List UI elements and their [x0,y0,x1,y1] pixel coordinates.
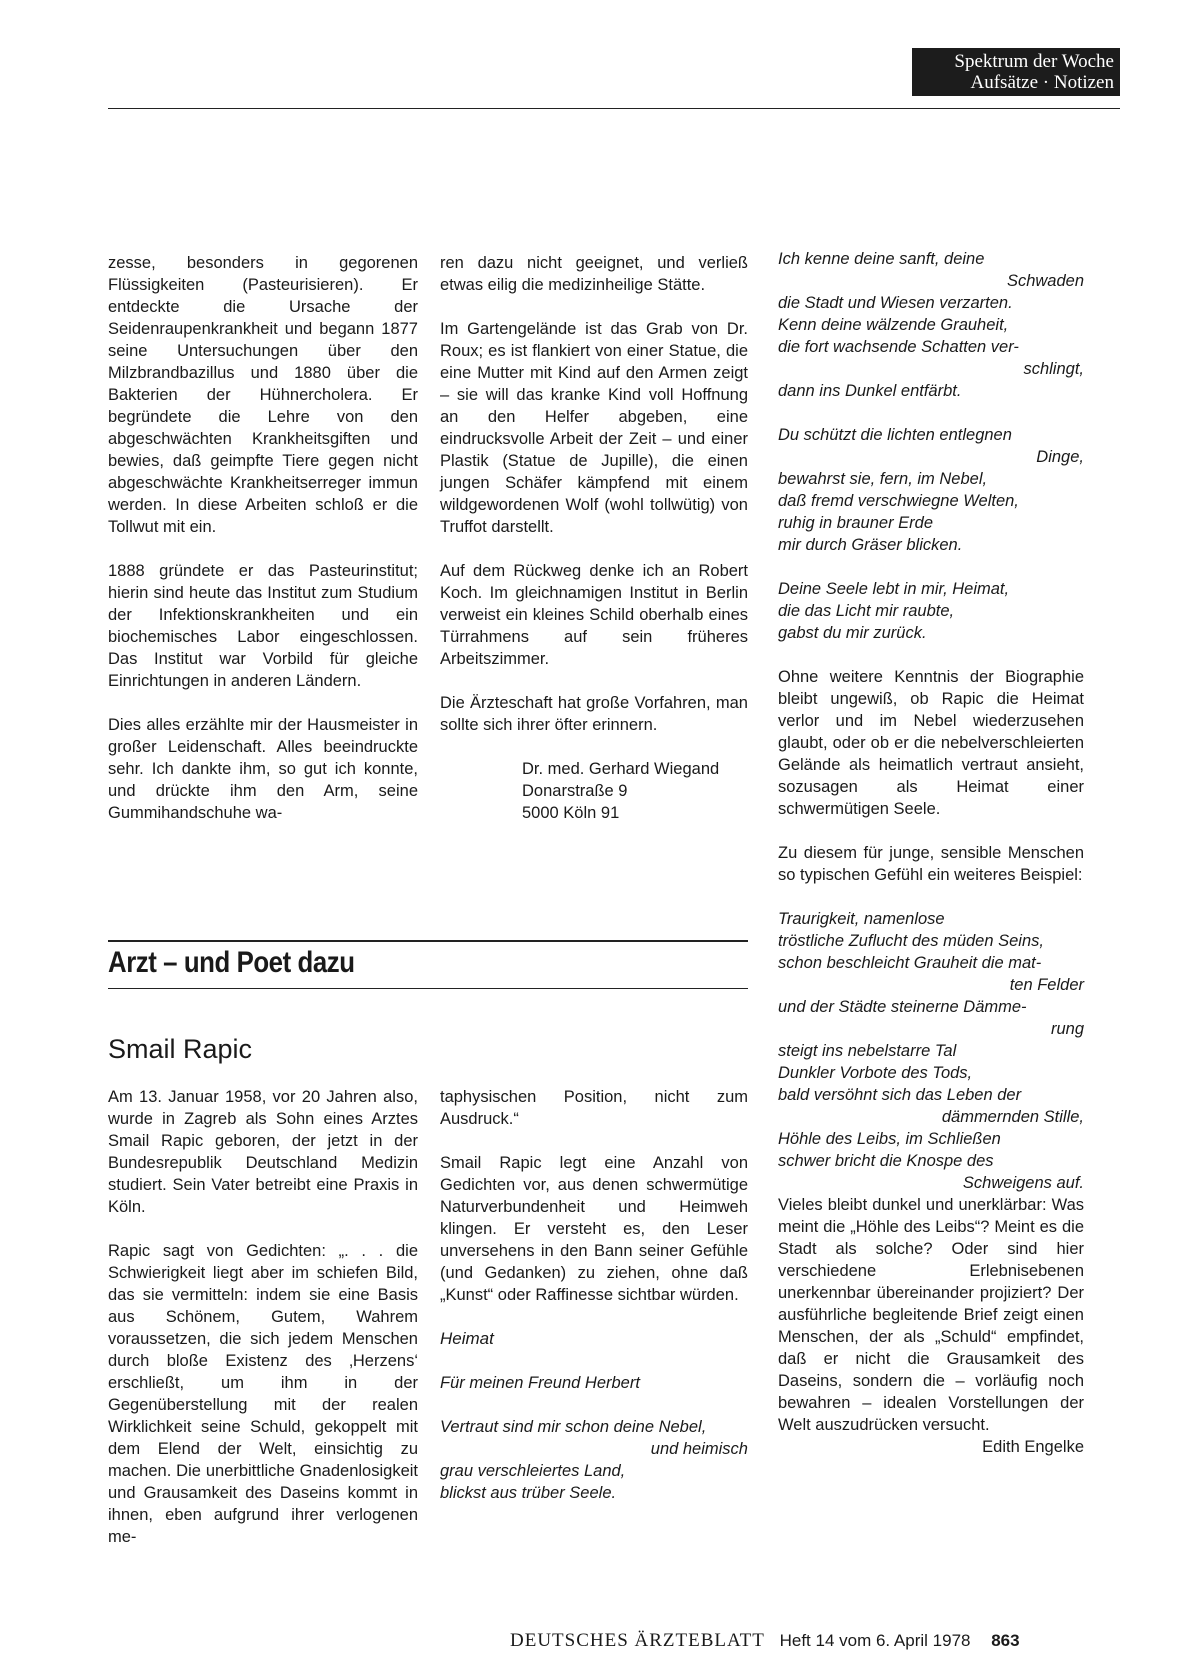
poem-heimat-start [440,1416,748,1504]
poem-line: Höhle des Leibs, im Schließen [778,1130,1001,1148]
paragraph: Ohne weitere Kenntnis der Biographie bleibt ungewiß, ob Rapic die Heimat verlor und im Nebel wiederzusehen glaubt, oder ob er die nebelverschleierten Gelände als heimatlich vertraut ansieht, sozusagen als Heimat einer schwermütigen Seele. [778,668,1084,818]
poem-line: schwer bricht die Knospe des [778,1152,994,1170]
paragraph: Im Gartengelände ist das Grab von Dr. Roux; es ist flankiert von einer Statue, die eine Mutter mit Kind auf den Armen zeigt – sie will das kranke Kind voll Hoffnung an den Helfer abgeben, eine eindrucksvolle Arbeit der Zeit – und einer Plastik (Statue de Jupille), die einen jungen Schäfer kämpfend mit einem wildgewordenen Wolf (wohl tollwütig) von Truffot darstellt. [440,320,748,536]
poem-line: und heimisch [650,1440,748,1458]
poem-line: die das Licht mir raubte, [778,602,955,620]
author-signature [440,758,748,824]
reviewer-signature: Edith Engelke [982,1438,1084,1456]
poem-line: steigt ins nebelstarre Tal [778,1042,957,1060]
signature-city: 5000 Köln 91 [522,804,620,822]
article-headline: Arzt – und Poet dazu [108,946,355,979]
issue-info: Heft 14 vom 6. April 1978 [779,1631,971,1650]
paragraph: Am 13. Januar 1958, vor 20 Jahren also, wurde in Zagreb als Sohn eines Arztes Smail Rapic geboren, der jetzt in der Bundesrepublik Deutschland Medizin studiert. Sein Vater betreibt eine Praxis in Köln. [108,1088,418,1216]
paragraph: zesse, besonders in gegorenen Flüssigkeiten (Pasteurisieren). Er entdeckte die Ursache der Seidenraupenkrankheit und begann 1877 seine Untersuchungen über den Milzbrandbazillus und 1880 über die Bakterien der Hühnercholera. Er begründete die Lehre von den abgeschwächten Krankheitsgiften und bewies, daß geimpfte Tiere gegen nicht abgeschwächte Krankheitserreger immun werden. In diese Arbeiten schloß er die Tollwut mit ein. [108,254,418,536]
article-author: Smail Rapic [108,1034,253,1064]
poem-heimat-continued [778,248,1084,644]
section-badge [912,48,1120,96]
poem-title: Heimat [440,1329,494,1348]
poem-line: Kenn deine wälzende Grauheit, [778,316,1009,334]
poem-line: dämmernden Stille, [941,1108,1084,1126]
article2-col1 [108,1086,418,1570]
paragraph: Dies alles erzählte mir der Hausmeister in großer Leidenschaft. Alles beeindruckte sehr. Ich dankte ihm, so gut ich konnte, und drückte ihm den Arm, seine Gummihandschuhe wa- [108,716,418,822]
paragraph: Rapic sagt von Gedichten: „. . . die Schwierigkeit liegt aber im schiefen Bild, das sie vermitteln: indem sie eine Basis aus Schönem, Gutem, Wahrem voraussetzen, die sich jedem Menschen durch bloße Existenz des ‚Herzens‘ erschließt, um ihm in der Gegenüberstellung mit der realen Wirklichkeit seine Schuld, gekoppelt mit dem Elend der Welt, einsichtig zu machen. Die unerbittliche Gnadenlosigkeit und Grausamkeit des Daseins kommt in ihnen, eben aufgrund ihrer verlogenen me- [108,1242,418,1546]
poem-line: Traurigkeit, namenlose [778,910,945,928]
article2-col2 [440,1086,748,1504]
poem-line: Dinge, [1036,448,1084,466]
poem-stanza [778,248,1084,402]
poem-line: rung [1050,1020,1084,1038]
article1-col1 [108,252,418,846]
poem-line: Deine Seele lebt in mir, Heimat, [778,580,1010,598]
paragraph: 1888 gründete er das Pasteurinstitut; hierin sind heute das Institut zum Studium der Infektionskrankheiten und ein biochemisches Labor eingeschlossen. Das Institut war Vorbild für gleiche Einrichtungen in anderen Ländern. [108,562,418,690]
poem-line: daß fremd verschwiegne Welten, [778,492,1019,510]
poem-line: grau verschleiertes Land, [440,1462,626,1480]
journal-masthead: DEUTSCHES ÄRZTEBLATT [510,1630,765,1651]
headline-top-rule [108,940,748,942]
poem-line: Schweigens auf. [962,1174,1084,1192]
paragraph: Vieles bleibt dunkel und unerklärbar: Was meint die „Höhle des Leibs“? Meint es die Stadt als solche? Oder sind hier verschiedene Erlebnisebenen unerkennbar übereinander projiziert? Der ausführliche begleitende Brief zeigt einen Menschen, der als „Schuld“ empfindet, daß er nicht die Grausamkeit des Daseins, sondern die – vorläufig noch bewahren – idealen Vorstellungen der Welt auszudrücken versucht. [778,1196,1084,1434]
poem-line: ten Felder [1009,976,1084,994]
poem-stanza [778,578,1084,644]
signature-name: Dr. med. Gerhard Wiegand [522,760,720,778]
paragraph: Die Ärzteschaft hat große Vorfahren, man sollte sich ihrer öfter erinnern. [440,694,748,734]
article2-col3 [778,248,1084,1458]
page-number: 863 [991,1631,1020,1650]
poem-line: die Stadt und Wiesen verzarten. [778,294,1013,312]
poem-line: ruhig in brauner Erde [778,514,934,532]
paragraph: Auf dem Rückweg denke ich an Robert Koch. Im gleichnamigen Institut in Berlin verweist ein kleines Schild oberhalb eines Türrahmens auf sein früheres Arbeitszimmer. [440,562,748,668]
headline-bottom-rule [108,988,748,989]
poem-line: bewahrst sie, fern, im Nebel, [778,470,988,488]
poem-line: bald versöhnt sich das Leben der [778,1086,1022,1104]
poem-line: die fort wachsende Schatten ver- [778,338,1019,356]
article1-col2 [440,252,748,824]
poem-line: Schwaden [1006,272,1084,290]
paragraph: taphysischen Position, nicht zum Ausdruck.“ [440,1088,748,1128]
poem-line: schon beschleicht Grauheit die mat- [778,954,1042,972]
header-rule [108,108,1120,109]
section-line-2: Aufsätze · Notizen [970,72,1114,93]
poem-stanza [778,424,1084,556]
poem-line: gabst du mir zurück. [778,624,927,642]
paragraph: Smail Rapic legt eine Anzahl von Gedichten vor, aus denen schwermütige Naturverbundenheit und Heimweh klingen. Er versteht es, den Leser unversehens in den Bann seiner Gefühle (und Gedanken) zu ziehen, ohne daß „Kunst“ oder Raffinesse sichtbar würden. [440,1154,748,1304]
paragraph: Zu diesem für junge, sensible Menschen so typischen Gefühl ein weiteres Beispiel: [778,844,1084,884]
poem-line: mir durch Gräser blicken. [778,536,963,554]
poem-line: blickst aus trüber Seele. [440,1484,617,1502]
page-footer [510,1630,1020,1652]
poem-line: Vertraut sind mir schon deine Nebel, [440,1418,707,1436]
poem-line: dann ins Dunkel entfärbt. [778,382,962,400]
poem-line: Dunkler Vorbote des Tods, [778,1064,973,1082]
signature-street: Donarstraße 9 [522,782,628,800]
poem-line: tröstliche Zuflucht des müden Seins, [778,932,1044,950]
poem-traurigkeit [778,908,1084,1194]
poem-line: Du schützt die lichten entlegnen [778,426,1012,444]
poem-line: und der Städte steinerne Dämme- [778,998,1027,1016]
poem-line: schlingt, [1023,360,1084,378]
poem-line: Ich kenne deine sanft, deine [778,250,985,268]
paragraph: ren dazu nicht geeignet, und verließ etwas eilig die medizinheilige Stätte. [440,254,748,294]
section-line-1: Spektrum der Woche [954,51,1114,72]
poem-dedication: Für meinen Freund Herbert [440,1374,640,1392]
